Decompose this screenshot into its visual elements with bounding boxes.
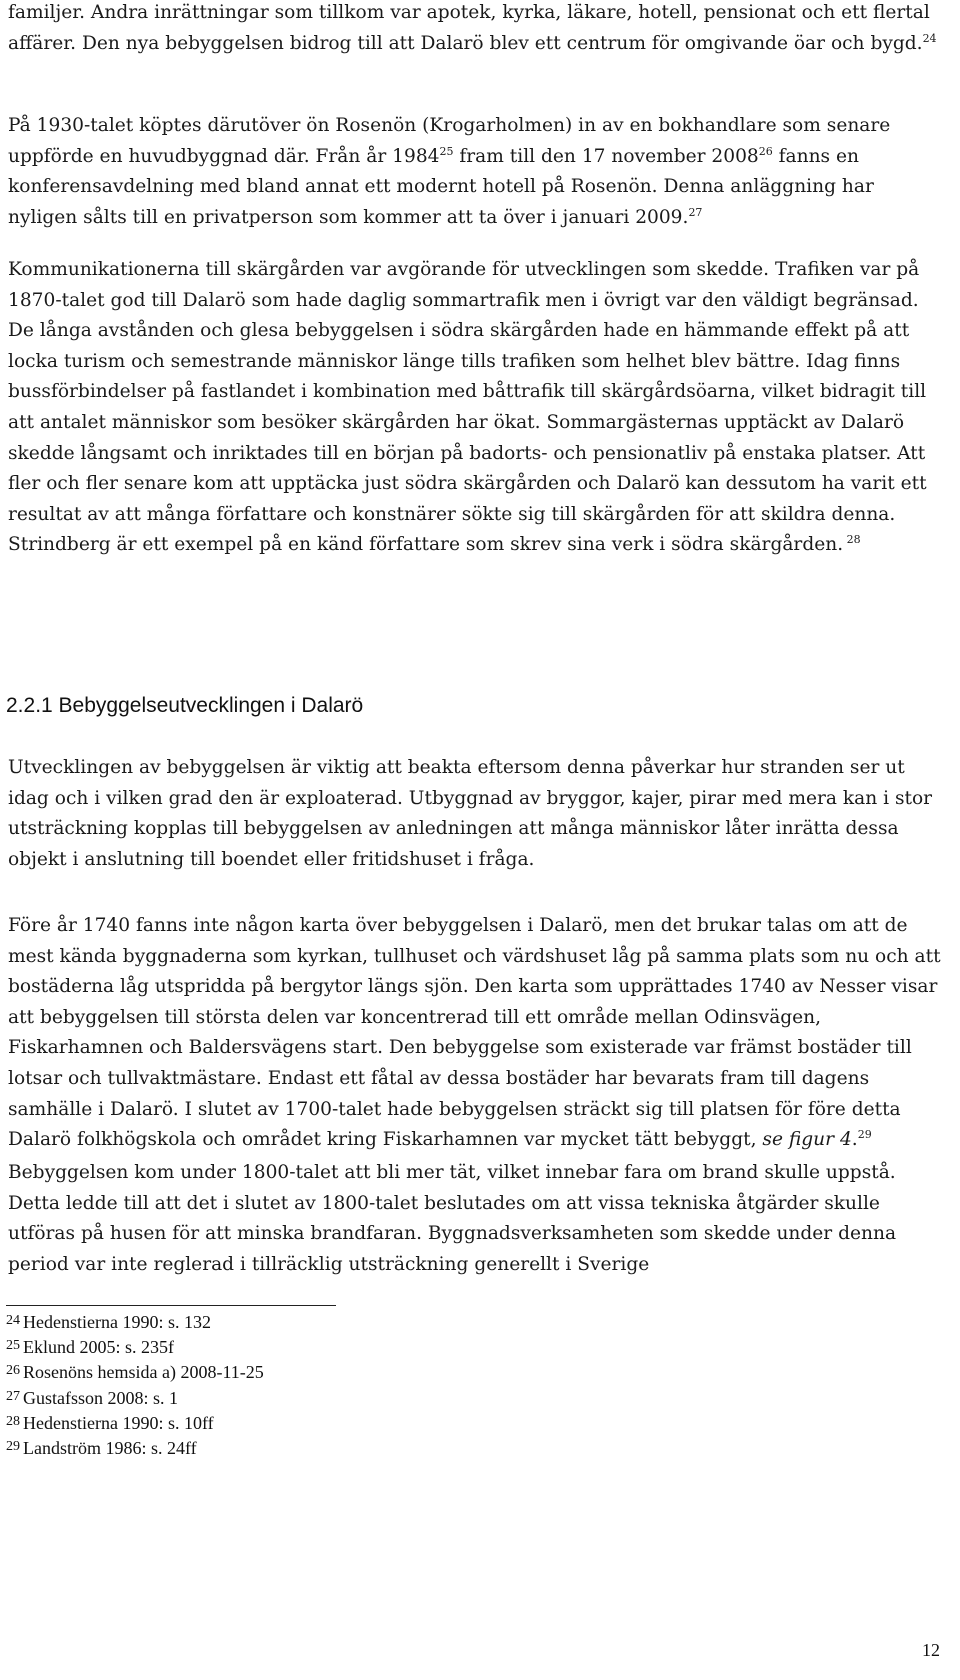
footnote <box>6 1410 606 1435</box>
section-heading: 2.2.1 Bebyggelseutvecklingen i Dalarö <box>6 694 364 717</box>
footnote-text: Hedenstierna 1990: s. 132 <box>23 1312 211 1332</box>
text-segment: . <box>851 1129 858 1151</box>
text-segment: fram till den 17 november 2008 <box>453 145 759 167</box>
footnotes <box>6 1305 606 1460</box>
footnote-number: 26 <box>6 1363 20 1379</box>
text-segment: Kommunikationerna till skärgården var avgörande för utvecklingen som skedde. Trafiken var på 1870-talet god till Dalarö som hade daglig sommartrafik men i övrigt var den väldigt begränsad. De långa avstånden och glesa bebyggelsen i södra skärgården hade en hämmande effekt på att locka turism och semestrande människor länge tills trafiken som helhet blev bättre. Idag finns bussförbindelser på fastlandet i kombination med båttrafik till skärgårdsöarna, vilket bidragit till att antalet människor som besöker skärgården har ökat. Sommargästernas upptäckt av Dalarö skedde långsamt och inriktades till en början på badorts- och pensionatliv på enstaka platser. Att fler och fler senare kom att upptäcka just södra skärgården och Dalarö kan dessutom ha varit ett resultat av att många författare och konstnärer sökte sig till skärgården för att skildra denna. Strindberg är ett exempel på en känd författare som skrev sina verk i södra skärgården. <box>8 259 927 556</box>
footnote-number: 24 <box>6 1313 20 1328</box>
footnote-reference: 28 <box>843 533 861 547</box>
footnote <box>6 1385 606 1410</box>
text-segment: fanns en konferensavdelning med bland annat ett modernt hotell på Rosenön. Denna anläggning har nyligen sålts till en privatperson som kommer att ta över i januari 2009. <box>8 145 874 228</box>
footnote-text: Eklund 2005: s. 235f <box>23 1337 174 1358</box>
figure-reference: se figur 4 <box>762 1129 852 1151</box>
paragraph-3 <box>8 255 943 561</box>
footnote-number: 29 <box>6 1439 20 1455</box>
footnote-number: 27 <box>6 1388 20 1404</box>
footnote <box>6 1435 606 1460</box>
footnote-reference: 29 <box>857 1127 872 1141</box>
text-segment: Bebyggelsen kom under 1800-talet att bli mer tät, vilket innebar fara om brand skulle uppstå. Detta ledde till att det i slutet av 1800-talet beslutades om att vissa tekniska åtgärder skulle utföras på husen för att minska brandfaran. Byggnadsverksamheten som skedde under denna period var inte reglerad i tillräcklig utsträckning generellt i Sverige <box>8 1162 897 1275</box>
text-segment: Före år 1740 fanns inte någon karta över bebyggelsen i Dalarö, men det brukar talas om att de mest kända byggnaderna som kyrkan, tullhuset och värdshuset låg på samma plats som nu och att bostäderna låg utspridda på bergytor längs sjön. Den karta som upprättades 1740 av Nesser visar att bebyggelsen till största delen var koncentrerad till ett område mellan Odinsvägen, Fiskarhamnen och Baldersvägens start. Den bebyggelse som existerade var främst bostäder till lotsar och tullvaktmästare. Endast ett fåtal av dessa bostäder har bevarats fram till dagens samhälle i Dalarö. I slutet av 1700-talet hade bebyggelsen sträckt sig till platsen för före detta Dalarö folkhögskola och området kring Fiskarhamnen var mycket tätt bebyggt, <box>8 915 941 1151</box>
footnote-number: 28 <box>6 1413 20 1429</box>
footnote-reference: 24 <box>922 31 937 45</box>
footnote-text: Landström 1986: s. 24ff <box>23 1438 197 1459</box>
footnote-reference: 27 <box>688 205 703 219</box>
footnote-text: Gustafsson 2008: s. 1 <box>23 1387 179 1408</box>
footnote <box>6 1359 606 1384</box>
page-number: 12 <box>922 1640 940 1660</box>
paragraph-5 <box>8 911 943 1156</box>
footnote-reference: 26 <box>758 144 773 158</box>
paragraph-4 <box>8 753 943 875</box>
paragraph-1 <box>8 0 943 59</box>
text-segment: familjer. Andra inrättningar som tillkom var apotek, kyrka, läkare, hotell, pensionat och ett flertal affärer. Den nya bebyggelsen bidrog till att Dalarö blev ett centrum för omgivande öar och bygd. <box>8 2 930 54</box>
footnote <box>6 1309 606 1334</box>
paragraph-6 <box>8 1158 943 1280</box>
footnote-number: 25 <box>6 1338 20 1354</box>
text-segment: På 1930-talet köptes därutöver ön Rosenön (Krogarholmen) in av en bokhandlare som senare uppförde en huvudbyggnad där. Från år 1984 <box>8 115 891 167</box>
footnote-reference: 25 <box>439 144 454 158</box>
footnote <box>6 1334 606 1359</box>
footnote-text: Hedenstierna 1990: s. 10ff <box>23 1412 214 1433</box>
text-segment: Utvecklingen av bebyggelsen är viktig att beakta eftersom denna påverkar hur stranden ser ut idag och i vilken grad den är exploaterad. Utbyggnad av bryggor, kajer, pirar med mera kan i stor utsträckning kopplas till bebyggelsen av anledningen att många människor låter inrätta dessa objekt i anslutning till boendet eller fritidshuset i fråga. <box>8 757 933 870</box>
paragraph-2 <box>8 111 943 233</box>
footnote-text: Rosenöns hemsida a) 2008-11-25 <box>23 1362 264 1383</box>
